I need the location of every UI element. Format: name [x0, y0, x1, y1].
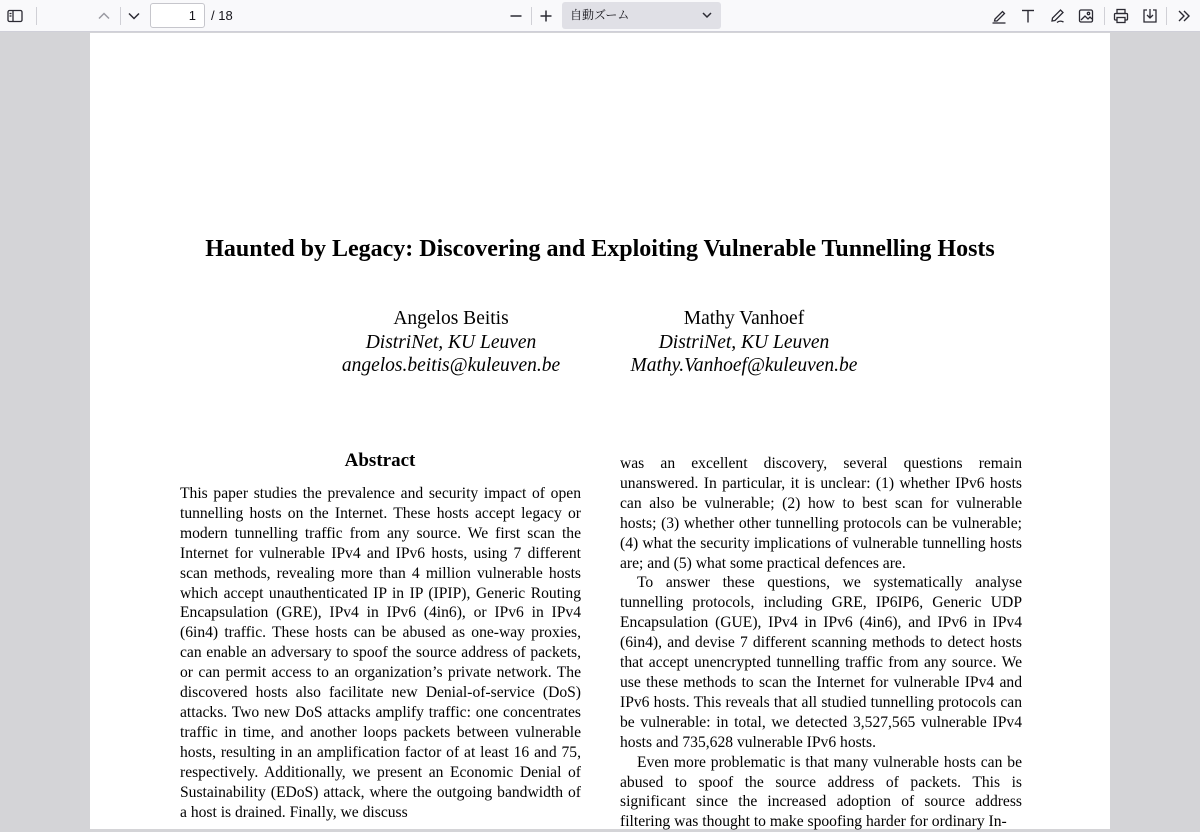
author-name: Angelos Beitis: [393, 308, 509, 329]
print-icon[interactable]: [1108, 3, 1134, 29]
author-email: angelos.beitis@kuleuven.be: [341, 355, 561, 376]
chevron-down-icon[interactable]: [121, 3, 147, 29]
body-paragraph: To answer these questions, we systematically analyse tunnelling protocols, including GRE, IP6IP6, Generic UDP Encapsulation (GUE), IPv4 in IPv6 (4in6), and IPv6 in IPv4 (6in4), and devise 7 different scanning methods to detect hosts that accept unencrypted tunnelling traffic from any source. We use these methods to scan the Internet for vulnerable IPv4 and IPv6 hosts. This reveals that all studied tunnelling protocols can be vulnerable: in total, we detected 3,527,565 vulnerable IPv4 hosts and 735,628 vulnerable IPv6 hosts.: [620, 574, 1022, 751]
text-icon[interactable]: [1015, 3, 1041, 29]
page-count: / 18: [211, 8, 233, 23]
highlight-icon[interactable]: [986, 3, 1012, 29]
zoom-value: 自動ズーム: [570, 8, 630, 22]
toolbar-divider: [1104, 7, 1105, 25]
abstract-column: [180, 484, 581, 822]
toolbar-divider: [1166, 7, 1167, 25]
toolbar-divider: [36, 7, 37, 25]
image-icon[interactable]: [1073, 3, 1099, 29]
toolbar-divider: [531, 7, 532, 25]
abstract-text: This paper studies the prevalence and security impact of open tunnelling hosts on the Internet. These hosts accept legacy or modern tunnelling traffic from any source. We first scan the Internet for vulnerable IPv4 and IPv6 hosts, using 7 different scan methods, revealing more than 4 million vulnerable hosts which accept unauthenticated IP in IP (IPIP), Generic Routing Encapsulation (GRE), IPv4 in IPv6 (4in6), or IPv6 in IPv4 (6in4) traffic. These hosts can be abused as one-way proxies, can enable an adversary to spoof the source address of packets, or can permit access to an organization’s private network. The discovered hosts also facilitate new Denial-of-service (DoS) attacks. Two new DoS attacks amplify traffic: one concentrates traffic in time, and another loops packets between vulnerable hosts, resulting in an amplification factor of at least 16 and 75, respectively. Additionally, we present an Economic Denial of Sustainability (EDoS) attack, where the outgoing bandwidth of a host is drained. Finally, we discuss: [180, 485, 581, 821]
body-paragraph: was an excellent discovery, several questions remain unanswered. In particular, it is unclear: (1) whether IPv6 hosts can also be vulnerable; (2) how to best scan for vulnerable hosts; (3) whether other tunnelling protocols can be vulnerable; (4) what the security implications of vulnerable tunnelling hosts are; and (5) what some practical defences are.: [620, 455, 1022, 572]
sidebar-toggle-icon[interactable]: [2, 3, 28, 29]
pdf-page: [90, 33, 1110, 829]
minus-icon[interactable]: [503, 3, 529, 29]
author-affiliation: DistriNet, KU Leuven: [365, 332, 537, 353]
plus-icon[interactable]: [533, 3, 559, 29]
right-column: [620, 454, 1022, 832]
author-block: [594, 307, 894, 377]
chevron-down-icon: [701, 9, 713, 21]
author-email: Mathy.Vanhoef@kuleuven.be: [630, 355, 858, 376]
author-name: Mathy Vanhoef: [683, 308, 805, 329]
pdf-toolbar: [0, 0, 1200, 32]
chevron-up-icon[interactable]: [91, 3, 117, 29]
page-number-input[interactable]: 1: [150, 3, 205, 28]
save-icon[interactable]: [1137, 3, 1163, 29]
body-paragraph: Even more problematic is that many vulnerable hosts can be abused to spoof the source address of packets. This is significant since the increased adoption of source address filtering was thought to make spoofing harder for ordinary In-: [620, 753, 1022, 831]
paper-title: Haunted by Legacy: Discovering and Exploiting Vulnerable Tunnelling Hosts: [205, 236, 995, 262]
author-affiliation: DistriNet, KU Leuven: [658, 332, 830, 353]
zoom-select[interactable]: [562, 2, 721, 29]
draw-icon[interactable]: [1044, 3, 1070, 29]
more-tools-icon[interactable]: [1171, 3, 1197, 29]
author-block: [301, 307, 601, 377]
abstract-heading: Abstract: [344, 450, 416, 471]
